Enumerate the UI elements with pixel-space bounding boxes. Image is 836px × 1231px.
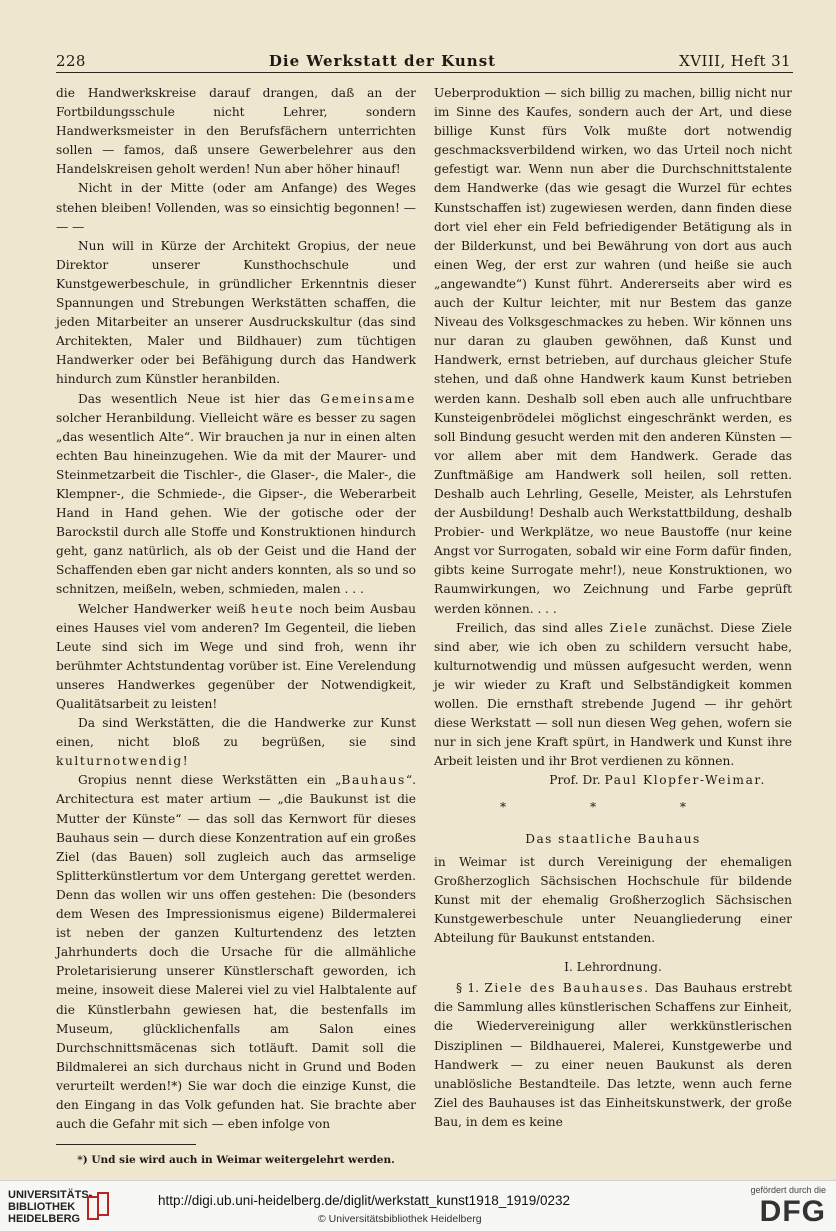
paragraph: Welcher Handwerker weiß heute noch beim Ausbau eines Hauses viel vom anderen? Im Gegenteil, die lieben Leute sind sich im Wege und sind froh, wenn ihr berühmter Achtstundentag vorüber ist. Eine Verelendung unseres Handwerkes gegenüber der Notwendigkeit, Qualitätsarbeit zu leisten! bbox=[56, 601, 416, 711]
funding-note: gefördert durch die bbox=[750, 1185, 826, 1195]
paragraph: Da sind Werkstätten, die die Handwerke zur Kunst einen, nicht bloß zu begrüßen, sie sind kulturnotwendig! bbox=[56, 716, 416, 769]
issue-number: XVIII, Heft 31 bbox=[679, 52, 791, 70]
author-signature: Prof. Dr. Paul Klopfer-Weimar. bbox=[549, 773, 766, 788]
right-column bbox=[434, 84, 792, 1132]
journal-title: Die Werkstatt der Kunst bbox=[268, 52, 497, 70]
copyright-notice: © Universitätsbibliothek Heidelberg bbox=[318, 1213, 482, 1225]
page-url-link[interactable]: http://digi.ub.uni-heidelberg.de/diglit/werkstatt_kunst1918_1919/0232 bbox=[158, 1193, 571, 1208]
paragraph: Nicht in der Mitte (oder am Anfange) des Weges stehen bleiben! Vollenden, was so einsichtig begonnen! — — — bbox=[56, 181, 416, 234]
running-header bbox=[56, 44, 791, 70]
page-number: 228 bbox=[56, 52, 86, 70]
library-name: UNIVERSITÄTS- BIBLIOTHEK HEIDELBERG bbox=[8, 1189, 93, 1225]
section-title: Das staatliche Bauhaus bbox=[525, 831, 701, 846]
footnote-rule bbox=[56, 1144, 196, 1145]
left-column bbox=[56, 84, 416, 1170]
paragraph: die Handwerkskreise darauf drangen, daß an der Fortbildungsschule nicht Lehrer, sondern Handwerksmeister in den Berufsfächern unterrichten sollen — famos, daß unsere Gewerbelehrer aus den Handelskreisen geholt werden! Nun aber höher hinauf! bbox=[56, 86, 416, 177]
header-rule bbox=[56, 72, 793, 73]
paragraph: Das wesentlich Neue ist hier das Gemeinsame solcher Heranbildung. Vielleicht wäre es besser zu sagen „das wesentlich Alte“. Wir brauchen ja nur in einen alten echten Bau hineinzugehen. Wie da mit der Maurer- und Steinmetzarbeit die Tischler-, die Glaser-, die Maler-, die Klempner-, die Schmiede-, die Gipser-, die Weberarbeit Hand in Hand gehen. Wie der gotische oder der Barockstil durch alle Stoffe und Konstruktionen hindurch geht, ganz natürlich, als ob der Geist und die Hand der Schaffenden eben gar nicht anders konnten, als so und so schnitzen, meißeln, weben, schmieden, malen . . . bbox=[56, 391, 416, 597]
library-logo-icon bbox=[86, 1191, 112, 1221]
paragraph: Ueberproduktion — sich billig zu machen, billig nicht nur im Sinne des Kaufes, sondern auch der Art, und diese billige Kunst fürs Volk mußte dort notwendig geschmacksverbildend wirken, wo das Urteil noch nicht gefestigt war. Wenn nun aber die Durchschnittstalente dem Handwerke (das wie gesagt die Wurzel für echtes Kunstschaffen ist) zugewiesen werden, dann finden diese dort viel eher ein Feld befriedigender Betätigung als in der Bilderkunst, und bei Bewährung von dort aus auch einen Weg, der erst zur wahren (und heiße sie auch „angewandte“) Kunst führt. Andererseits aber wird es auch der Kultur leichter, mit nur Bestem das ganze Niveau des Volksgeschmackes zu heben. Wir können uns nur daran zu glauben gewöhnen, daß Kunst und Handwerk, ernst betrieben, auf durchaus gleicher Stufe stehen, und daß ohne Handwerk kaum Kunst betrieben werden kann. Deshalb soll eben auch alle unfruchtbare Kunsteigenbrödelei möglichst eingeschränkt werden, es soll Bindung gesucht werden mit den anderen Künsten — vor allem aber mit dem Handwerk. Gerade das Zunftmäßige am Handwerk soll heilen, soll retten. Deshalb auch Lehrling, Geselle, Meister, als Lehrstufen der Ausbildung! Deshalb auch Werkstattbildung, deshalb Probier- und Werkplätze, wo neue Baustoffe (nur keine Angst vor Surrogaten, sobald wir eine Form dafür finden, gibts keine Surrogate mehr!), neue Konstruktionen, wo Raumwirkungen, wo Zeichnung und Farbe geprüft werden können. . . . bbox=[434, 86, 792, 616]
subheading: I. Lehrordnung. bbox=[564, 960, 662, 975]
paragraph: § 1. Ziele des Bauhauses. Das Bauhaus erstrebt die Sammlung alles künstlerischen Schaffens zur Einheit, die Wiedervereinigung aller werkkünstlerischen Disziplinen — Bildhauerei, Malerei, Kunstgewerbe und Handwerk — zu einer neuen Baukunst als deren unablösliche Bestandteile. Das letzte, wenn auch ferne Ziel des Bauhauses ist das Einheitskunstwerk, der große Bau, in dem es keine bbox=[434, 981, 792, 1129]
digitization-footer bbox=[0, 1180, 836, 1231]
footnote: *) Und sie wird auch in Weimar weitergelehrt werden. bbox=[77, 1154, 395, 1167]
paragraph: Freilich, das sind alles Ziele zunächst. Diese Ziele sind aber, wie ich oben zu schildern versucht habe, kulturnotwendig und müssen aufgesucht werden, wenn je wir wieder zu Kraft und Selbständigkeit kommen wollen. Die ernsthaft strebende Jugend — ihr gehört diese Werkstatt — soll nun diesen Weg gehen, wofern sie nur in sich jene Kraft spürt, in Handwerk und Kunst ihre Arbeit leisten und ihr Brot verdienen zu können. bbox=[434, 620, 793, 769]
section-divider-stars: * * * bbox=[499, 800, 727, 815]
paragraph: Gropius nennt diese Werkstätten ein „Bauhaus“. Architectura est mater artium — „die Baukunst ist die Mutter der Künste“ — das soll das Kernwort für dieses Bauhaus sein — durch diese Konzentration auf ein großes Ziel (das Bauen) soll zugleich auch das armselige Splitterkünstlertum vor dem Untergang gerettet werden. Denn das wollen wir uns offen gestehen: Die (besonders dem Wesen des Impressionismus eigene) Bildermalerei ist neben der ganzen Kulturtendenz des letzten Jahrhunderts doch die Ursache für die allmähliche Proletarisierung unserer Künstlerschaft geworden, ich meine, insoweit diese Malerei viel zu viel Halbtalente auf die Künstlerbahn gewiesen hat, die bestenfalls im Museum, glücklichenfalls am Salon eines Durchschnittsmäcenas sich totläuft. Damit soll die Bildmalerei an sich durchaus nicht in Grund und Boden verurteilt werden!*) Sie war doch die einzige Kunst, die den Eingang in das Volk gefunden hat. Sie brachte aber auch die Gefahr mit sich — eben infolge von bbox=[56, 773, 416, 1132]
paragraph: Nun will in Kürze der Architekt Gropius, der neue Direktor unserer Kunsthochschule und Kunstgewerbeschule, in gründlicher Erkenntnis dieser Spannungen und Strebungen Werkstätten schaffen, die jeden Mitarbeiter an unserer Ausdruckskultur (das sind Architekten, Maler und Bildhauer) zum tüchtigen Handwerker oder bei Befähigung durch das Handwerk hindurch zum Künstler heranbilden. bbox=[56, 238, 416, 387]
dfg-logo: DFG bbox=[759, 1195, 826, 1228]
paragraph: in Weimar ist durch Vereinigung der ehemaligen Großherzoglich Sächsischen Hochschule für bildende Kunst mit der ehemalig Großherzoglich Sächsischen Kunstgewerbeschule unter Neuangliederung einer Abteilung für Baukunst entstanden. bbox=[434, 854, 792, 946]
